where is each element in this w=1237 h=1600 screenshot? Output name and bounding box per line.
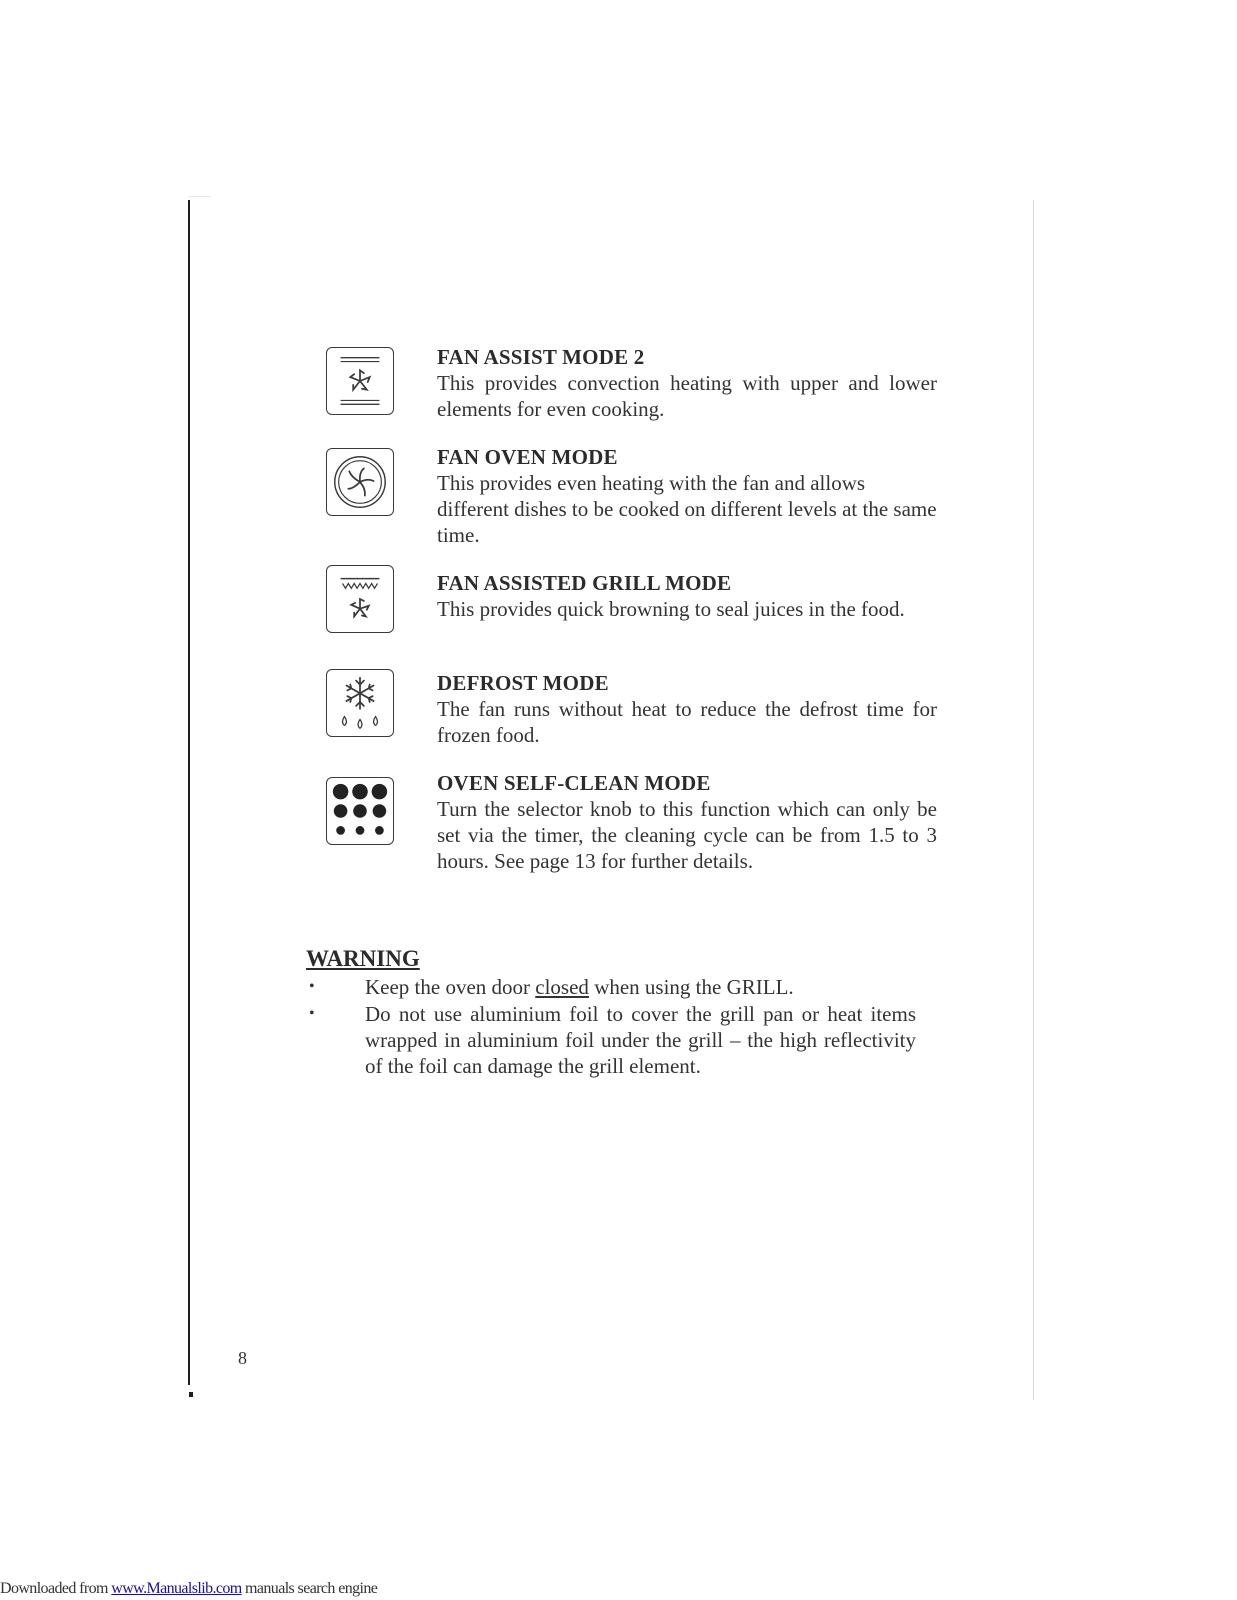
warning-section — [306, 946, 916, 1080]
scan-edge-top — [188, 196, 210, 215]
mode-title: FAN OVEN MODE — [437, 445, 618, 469]
fan-oven-mode-icon — [326, 448, 394, 516]
warning-list — [306, 974, 916, 1079]
mode-description: Turn the selector knob to this function which can only be set via the timer, the cleaning cycle can be from 1.5 to 3 hours. See page 13 for further details. — [437, 797, 937, 873]
defrost-mode-icon — [326, 669, 394, 737]
warning-emphasis: closed — [535, 975, 589, 999]
warning-title: WARNING — [306, 946, 420, 971]
mode-title: FAN ASSISTED GRILL MODE — [437, 571, 732, 595]
fan-assist-mode-2-icon — [326, 347, 394, 415]
scan-edge-left — [188, 200, 190, 1385]
mode-description: This provides even heating with the fan and allows different dishes to be cooked on different levels at the same time. — [437, 471, 937, 547]
footer-prefix: Downloaded from — [0, 1580, 112, 1597]
footer — [0, 1580, 377, 1598]
mode-description: This provides quick browning to seal juices in the food. — [437, 597, 905, 621]
mode-title: OVEN SELF-CLEAN MODE — [437, 771, 711, 795]
warning-text: Keep the oven door — [365, 975, 536, 999]
warning-text: Do not use aluminium foil to cover the grill pan or heat items wrapped in aluminium foil under the grill – the high reflectivity of the foil can damage the grill element. — [365, 1002, 916, 1078]
warning-item — [306, 974, 916, 1000]
warning-item — [306, 1001, 916, 1079]
mode-description: The fan runs without heat to reduce the defrost time for frozen food. — [437, 697, 937, 747]
scan-corner-mark — [189, 1392, 193, 1397]
page-number: 8 — [238, 1348, 247, 1368]
warning-text: when using the GRILL. — [588, 975, 794, 999]
mode-title: DEFROST MODE — [437, 671, 609, 695]
mode-title: FAN ASSIST MODE 2 — [437, 345, 645, 369]
fan-assisted-grill-mode-icon — [326, 565, 394, 633]
mode-description: This provides convection heating with upper and lower elements for even cooking. — [437, 371, 937, 421]
bullet: • — [309, 978, 315, 995]
self-clean-mode-icon — [326, 777, 394, 845]
bullet: • — [309, 1005, 315, 1022]
manualslib-link[interactable]: www.Manualslib.com — [111, 1580, 242, 1597]
footer-suffix: manuals search engine — [241, 1580, 378, 1597]
scan-edge-right — [1033, 200, 1034, 1400]
